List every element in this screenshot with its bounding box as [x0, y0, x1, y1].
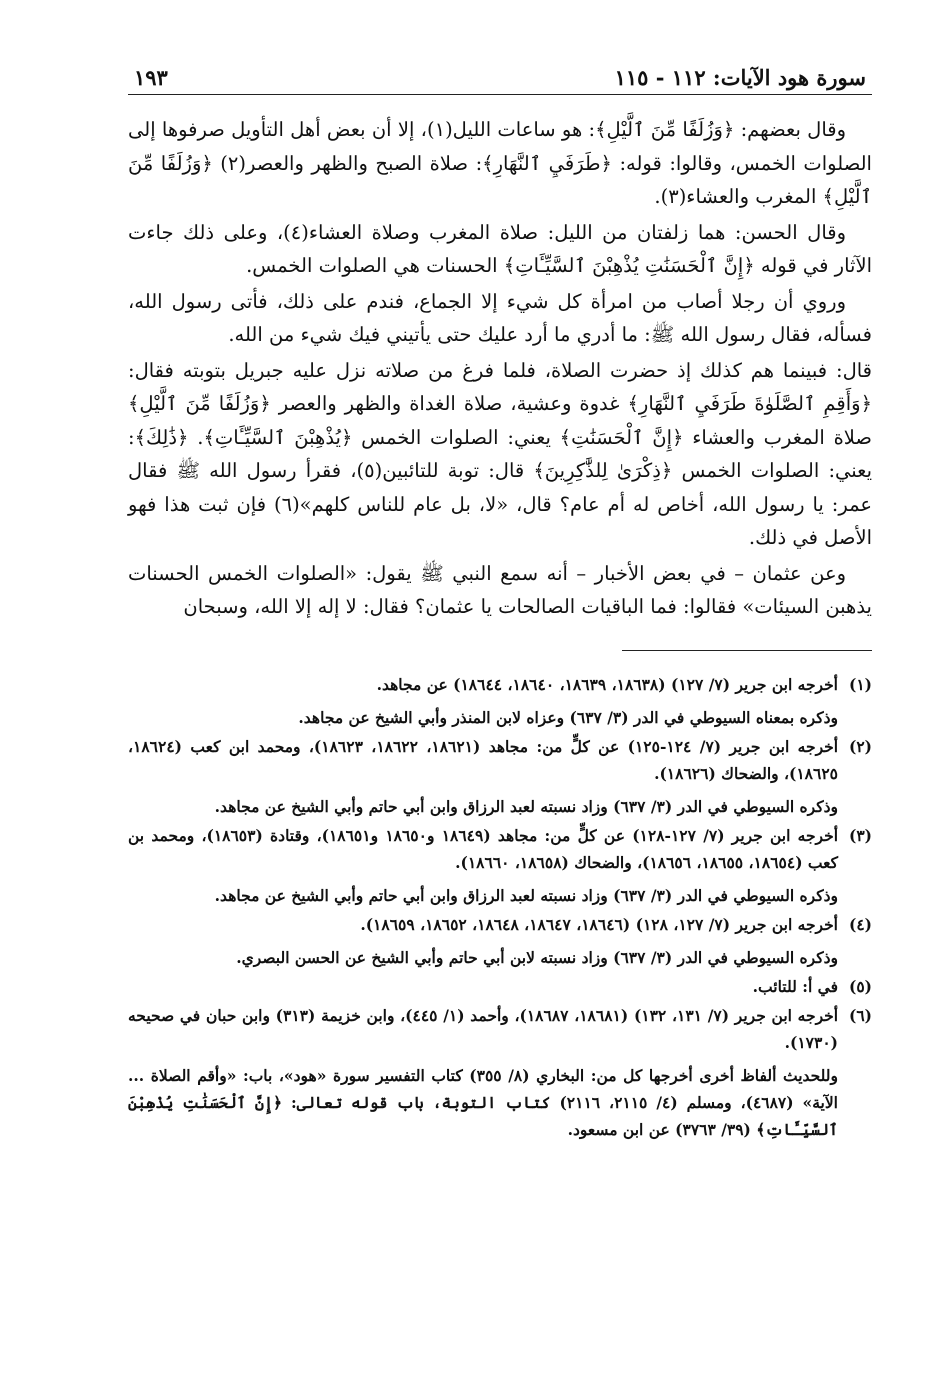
paragraph: وقال الحسن: هما زلفتان من الليل: صلاة المغرب وصلاة العشاء(٤)، وعلى ذلك جاءت الآثار في قوله ﴿إِنَّ ٱلْحَسَنَٰتِ يُذْهِبْنَ ٱلسَّيِّـَٔاتِ﴾ الحسنات هي الصلوات الخمس. [128, 220, 872, 277]
paragraph: وعن عثمان – في بعض الأخبار – أنه سمع النبي ﷺ يقول: «الصلوات الخمس الحسنات يذهبن السيئات» فقالوا: فما الباقيات الصالحات يا عثمان؟ فقال: لا إله إلا الله، وسبحان [128, 561, 872, 618]
footnote-text: أخرجه ابن جرير (٧/ ١٣١، ١٣٢) (١٨٦٨١، ١٨٦٨٧)، وأحمد (١/ ٤٤٥)، وابن خزيمة (٣١٣) وابن حبان في صحيحه (١٧٣٠). [128, 1005, 839, 1052]
footnote-number: (١) [848, 674, 872, 694]
footnote-text: في أ: للتائب. [752, 976, 838, 996]
footnote-subtext: وللحديث ألفاظ أخرى أخرجها كل من: البخاري (٨/ ٣٥٥) كتاب التفسير سورة «هود»، باب: «وأقم الصلاة ... الآية» (٤٦٨٧)، ومسلم (٤/ ٢١١٥، ٢١١٦) كتاب التوبة، باب قوله تعالى: ﴿إِنَّ ٱلْحَسَنَٰتِ يُذْهِبْنَ ٱلسَّيِّـَٔاتِ﴾ (٣٩/ ٣٧٦٣) عن ابن مسعود. [128, 1065, 838, 1139]
footnote-subtext: وذكره السيوطي في الدر (٣/ ٦٣٧) وزاد نسبته لابن أبي حاتم وأبي الشيخ عن الحسن البصري. [236, 947, 838, 967]
running-header [128, 56, 872, 95]
footnote [128, 671, 872, 731]
footnote-subtext: وذكره بمعناه السيوطي في الدر (٣/ ٦٣٧) وعزاه لابن المنذر وأبي الشيخ عن مجاهد. [298, 707, 838, 727]
footnote [128, 1002, 872, 1143]
footnote-number: (٥) [848, 976, 872, 996]
footnote-subtext: وذكره السيوطي في الدر (٣/ ٦٣٧) وزاد نسبته لعبد الرزاق وابن أبي حاتم وأبي الشيخ عن مجاهد. [214, 796, 838, 816]
footnote-text: أخرجه ابن جرير (٧/ ١٢٧) (١٨٦٣٨، ١٨٦٣٩، ١٨٦٤٠، ١٨٦٤٤) عن مجاهد. [376, 674, 838, 694]
footnote [128, 911, 872, 971]
footnote-number: (٤) [848, 914, 872, 934]
footnote [128, 973, 872, 1000]
surah-title: سورة هود الآيات: ١١٢ - ١١٥ [614, 65, 866, 90]
footnote-number: (٣) [848, 825, 872, 845]
footnote-text: أخرجه ابن جرير (٧/ ١٢٧، ١٢٨) (١٨٦٤٦، ١٨٦٤٧، ١٨٦٤٨، ١٨٦٥٢، ١٨٦٥٩). [360, 914, 838, 934]
paragraph: قال: فبينما هم كذلك إذ حضرت الصلاة، فلما فرغ من صلاته نزل عليه جبريل بتوبته فقال: ﴿وَأَقِمِ ٱلصَّلَوٰةَ طَرَفَيِ ٱلنَّهَارِ﴾ غدوة وعشية، صلاة الغداة والظهر والعصر ﴿وَزُلَفًا مِّنَ ٱلَّيْلِ﴾ صلاة المغرب والعشاء ﴿إِنَّ ٱلْحَسَنَٰتِ﴾ يعني: الصلوات الخمس ﴿يُذْهِبْنَ ٱلسَّيِّـَٔاتِ﴾. ﴿ذَٰلِكَ﴾: يعني: الصلوات الخمس ﴿ذِكْرَىٰ لِلذَّٰكِرِينَ﴾ قال: توبة للتائبين(٥)، فقرأ رسول الله ﷺ فقال عمر: يا رسول الله، أخاص له أم عام؟ قال، «لا، بل عام للناس كلهم»(٦) فإن ثبت هذا فهو الأصل في ذلك. [128, 358, 872, 549]
book-page [128, 56, 872, 1376]
footnote-separator [622, 650, 872, 651]
footnote-number: (٦) [848, 1005, 872, 1025]
footnotes [128, 671, 872, 1143]
footnote [128, 733, 872, 820]
footnote-text: أخرجه ابن جرير (٧/ ١٢٤-١٢٥) عن كلٍّ من: مجاهد (١٨٦٢١، ١٨٦٢٢، ١٨٦٢٣)، ومحمد ابن كعب (١٨٦٢٤، ١٨٦٢٥)، والضحاك (١٨٦٢٦). [128, 736, 839, 783]
page-number: ١٩٣ [134, 65, 168, 90]
footnote-text: أخرجه ابن جرير (٧/ ١٢٧-١٢٨) عن كلٍّ من: مجاهد (١٨٦٤٩ و١٨٦٥٠ و١٨٦٥١)، وقتادة (١٨٦٥٣)، ومحمد بن كعب (١٨٦٥٤، ١٨٦٥٥، ١٨٦٥٦)، والضحاك (١٨٦٥٨، ١٨٦٦٠). [128, 825, 838, 872]
footnote-number: (٢) [848, 736, 872, 756]
main-text [128, 113, 872, 624]
paragraph: وقال بعضهم: ﴿وَزُلَفًا مِّنَ ٱلَّيْلِ﴾: هو ساعات الليل(١)، إلا أن بعض أهل التأويل صرفوها إلى الصلوات الخمس، وقالوا: قوله: ﴿طَرَفَيِ ٱلنَّهَارِ﴾: صلاة الصبح والظهر والعصر(٢) ﴿وَزُلَفًا مِّنَ ٱلَّيْلِ﴾ المغرب والعشاء(٣). [128, 118, 872, 208]
paragraph: وروي أن رجلا أصاب من امرأة كل شيء إلا الجماع، فندم على ذلك، فأتى رسول الله، فسأله، فقال رسول الله ﷺ: ما أدري ما أرد عليك حتى يأتيني فيك شيء من الله. [128, 289, 872, 346]
footnote [128, 822, 872, 909]
footnote-subtext: وذكره السيوطي في الدر (٣/ ٦٣٧) وزاد نسبته لعبد الرزاق وابن أبي حاتم وأبي الشيخ عن مجاهد. [214, 885, 838, 905]
